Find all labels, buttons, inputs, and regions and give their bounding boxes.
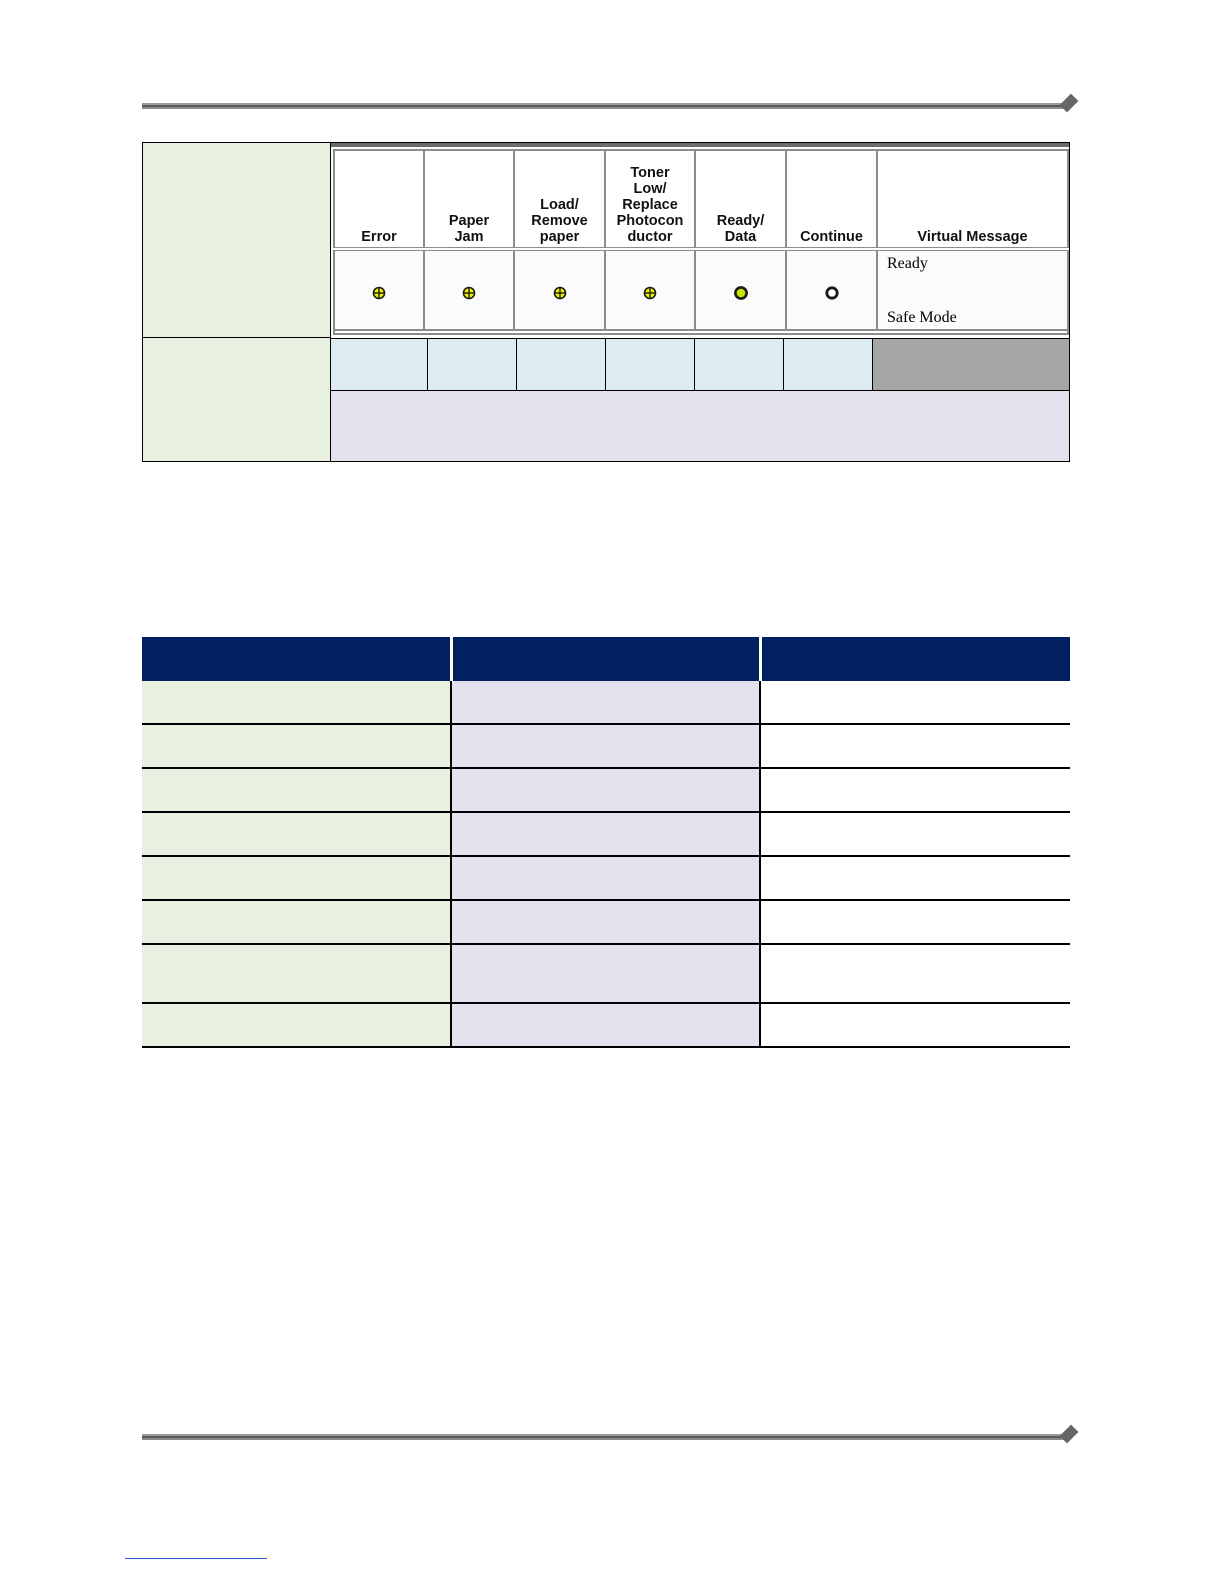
table-row: [142, 812, 1070, 856]
table-cell: [451, 724, 760, 768]
table-cell: [142, 1003, 451, 1047]
led-cell-toner-low: [605, 249, 695, 330]
table-header-col-1: [142, 637, 451, 681]
light-on-icon: [733, 285, 749, 301]
rule-diamond-icon: [1060, 1425, 1079, 1444]
table-cell: [451, 812, 760, 856]
table-row: [142, 681, 1070, 724]
col-load-remove-paper: Load/ Remove paper: [514, 150, 605, 249]
color-cell-toner-low: [606, 339, 695, 390]
table-cell: [451, 944, 760, 1003]
led-cell-load-remove: [514, 249, 605, 330]
table-cell: [142, 681, 451, 724]
blinking-light-icon: [372, 286, 386, 300]
figure-top-bar: [331, 143, 1069, 147]
table-cell: [451, 900, 760, 944]
operator-panel-table: [142, 142, 1070, 462]
blinking-light-icon: [462, 286, 476, 300]
table-cell: [451, 1003, 760, 1047]
color-cell-load-remove: [517, 339, 606, 390]
table-cell: [760, 724, 1070, 768]
table-cell: [142, 724, 451, 768]
table-cell: [142, 856, 451, 900]
info-table: [142, 637, 1070, 1048]
table-cell: [142, 768, 451, 812]
table-cell: [142, 900, 451, 944]
col-error: Error: [334, 150, 424, 249]
table-row: [142, 768, 1070, 812]
color-cell-continue: [784, 339, 873, 390]
table-cell: [142, 812, 451, 856]
color-cell-virtual-message: [873, 339, 1069, 390]
blinking-light-icon: [553, 286, 567, 300]
col-ready-data: Ready/ Data: [695, 150, 786, 249]
message-ready: Ready: [887, 255, 928, 272]
led-table: [333, 149, 1069, 331]
virtual-message-cell: [877, 249, 1068, 330]
label-cell-bottom: [143, 338, 331, 461]
col-paper-jam: Paper Jam: [424, 150, 514, 249]
led-cell-continue: [786, 249, 877, 330]
led-cell-error: [334, 249, 424, 330]
light-off-icon: [824, 285, 840, 301]
table-cell: [760, 944, 1070, 1003]
table-cell: [451, 856, 760, 900]
table-cell: [760, 768, 1070, 812]
footer-link-underline[interactable]: [125, 1558, 267, 1559]
table-row: [142, 1003, 1070, 1047]
col-continue: Continue: [786, 150, 877, 249]
color-cell-paper-jam: [428, 339, 517, 390]
message-safe-mode: Safe Mode: [887, 309, 957, 326]
table-cell: [760, 900, 1070, 944]
footer-rule: [142, 1434, 1064, 1440]
table-cell: [760, 856, 1070, 900]
header-rule: [142, 103, 1064, 109]
table-cell: [451, 768, 760, 812]
light-color-row: [331, 338, 1069, 391]
led-cell-ready-data: [695, 249, 786, 330]
table-header-col-3: [760, 637, 1070, 681]
description-area: [331, 391, 1069, 461]
table-cell: [451, 681, 760, 724]
col-virtual-message: Virtual Message: [877, 150, 1068, 249]
table-row: [142, 900, 1070, 944]
led-cell-paper-jam: [424, 249, 514, 330]
table-cell: [760, 1003, 1070, 1047]
table-row: [142, 724, 1070, 768]
table-cell: [142, 944, 451, 1003]
color-cell-error: [331, 339, 428, 390]
label-cell-top: [143, 143, 331, 338]
col-toner-low: Toner Low/ Replace Photocon ductor: [605, 150, 695, 249]
panel-light-sequence-figure: [331, 143, 1069, 338]
figure-bottom-strip: [333, 327, 1069, 335]
color-cell-ready-data: [695, 339, 784, 390]
rule-diamond-icon: [1060, 94, 1079, 113]
table-cell: [760, 681, 1070, 724]
blinking-light-icon: [643, 286, 657, 300]
table-row: [142, 856, 1070, 900]
table-header-col-2: [451, 637, 760, 681]
table-row: [142, 944, 1070, 1003]
table-cell: [760, 812, 1070, 856]
